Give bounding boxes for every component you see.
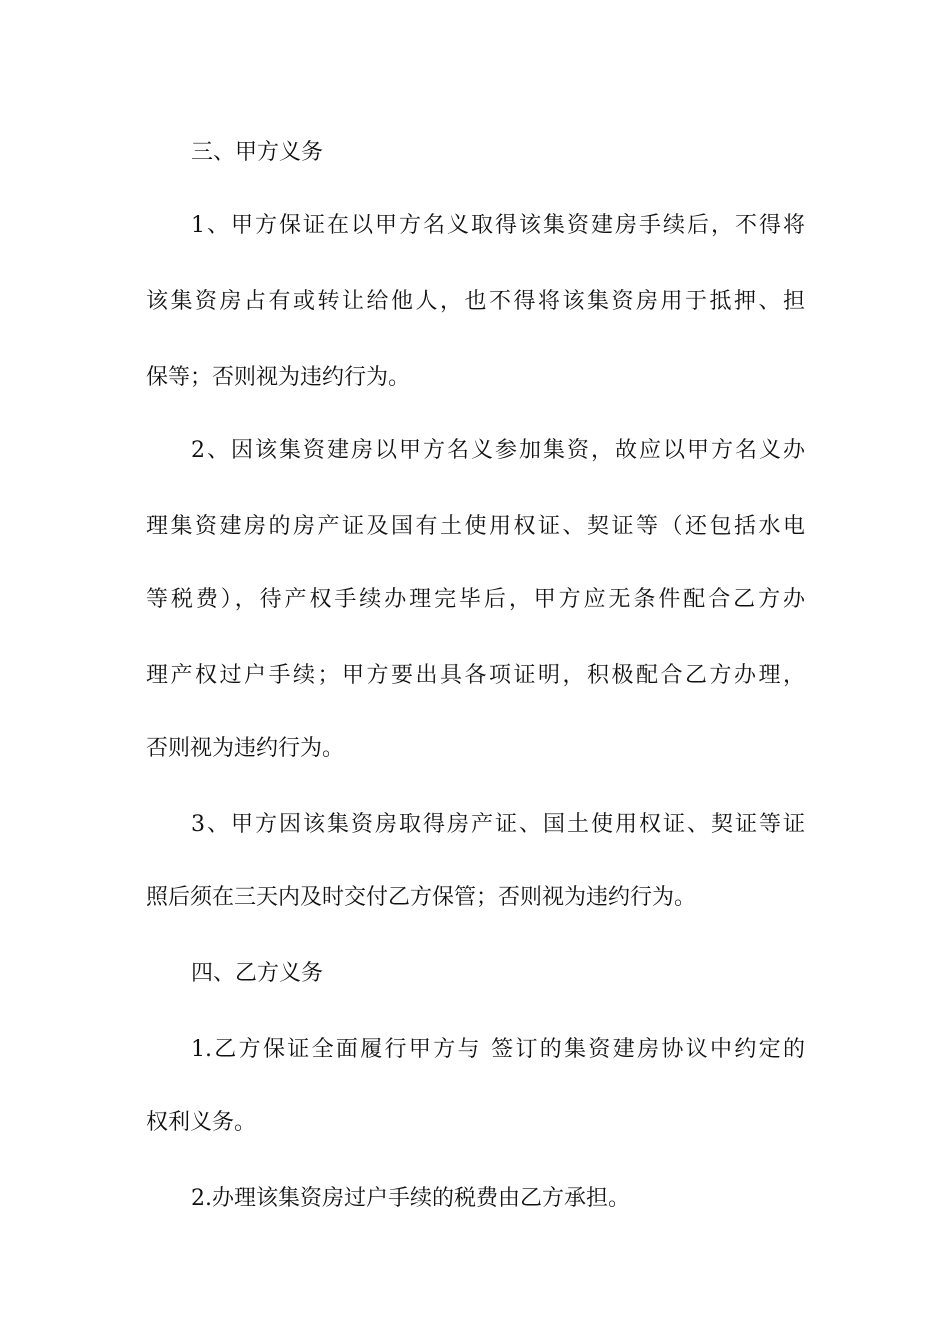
paragraph-line: 3、甲方因该集资房取得房产证、国土使用权证、契证等证	[191, 812, 805, 837]
section-heading-party-a-obligations: 三、甲方义务	[191, 140, 324, 165]
section-heading-party-b-obligations: 四、乙方义务	[191, 961, 324, 986]
paragraph-line: 2.办理该集资房过户手续的税费由乙方承担。	[191, 1186, 630, 1211]
paragraph-line: 理产权过户手续；甲方要出具各项证明，积极配合乙方办理，	[146, 663, 805, 688]
paragraph-line: 权利义务。	[146, 1110, 257, 1135]
paragraph-line: 等税费），待产权手续办理完毕后，甲方应无条件配合乙方办	[146, 587, 805, 612]
paragraph-line: 保等；否则视为违约行为。	[146, 365, 411, 390]
paragraph-line: 理集资建房的房产证及国有土使用权证、契证等（还包括水电	[146, 514, 805, 539]
paragraph-line: 1.乙方保证全面履行甲方与 签订的集资建房协议中约定的	[191, 1037, 805, 1062]
paragraph-line: 1、甲方保证在以甲方名义取得该集资建房手续后，不得将	[191, 213, 805, 238]
paragraph-line: 照后须在三天内及时交付乙方保管；否则视为违约行为。	[146, 885, 697, 910]
paragraph-line: 该集资房占有或转让给他人，也不得将该集资房用于抵押、担	[146, 289, 805, 314]
paragraph-line: 2、因该集资建房以甲方名义参加集资，故应以甲方名义办	[191, 438, 805, 463]
paragraph-line: 否则视为违约行为。	[146, 736, 345, 761]
